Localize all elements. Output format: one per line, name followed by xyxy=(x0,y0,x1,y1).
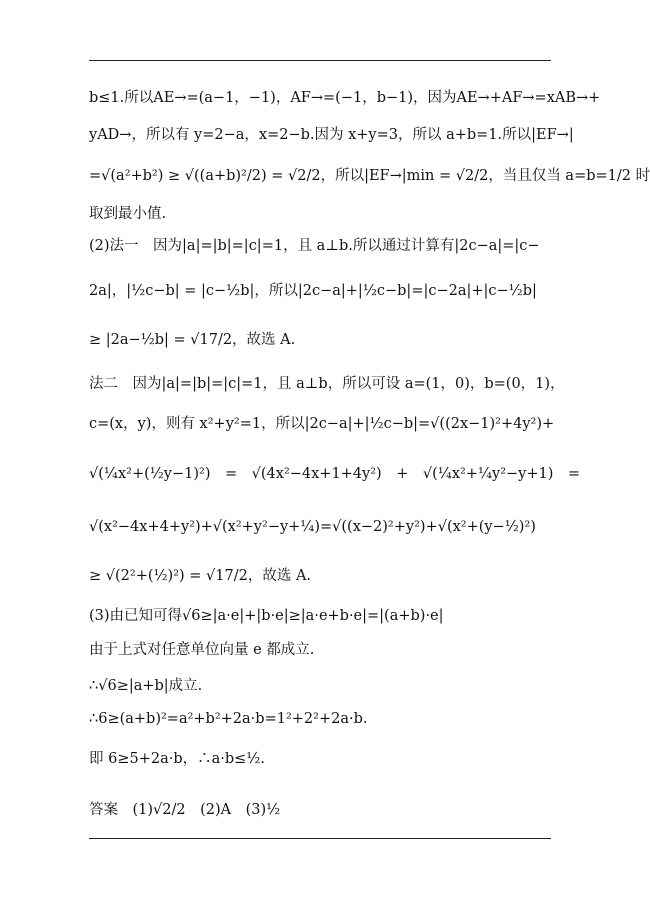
text-line: c=(x，y)，则有 x²+y²=1，所以|2c−a|+|½c−b|=√((2x−1)²+4y²)+ xyxy=(89,416,555,432)
text-line: 取到最小值. xyxy=(89,206,167,222)
text-line: √(¼x²+(½y−1)²) = √(4x²−4x+1+4y²) + √(¼x²+¼y²−y+1) = xyxy=(89,466,581,482)
text-line: 由于上式对任意单位向量 e 都成立. xyxy=(89,642,315,658)
text-line: 法二 因为|a|=|b|=|c|=1，且 a⊥b，所以可设 a=(1，0)，b=(0，1)， xyxy=(89,376,565,392)
text-line: √(x²−4x+4+y²)+√(x²+y²−y+¼)=√((x−2)²+y²)+√(x²+(y−½)²) xyxy=(89,519,536,535)
text-line: b≤1.所以AE→=(a−1，−1)，AF→=(−1，b−1)，因为AE→+AF→=xAB→+ xyxy=(89,90,601,106)
text-line: =√(a²+b²) ≥ √((a+b)²/2) = √2/2，所以|EF→|min = √2/2，当且仅当 a=b=1/2 时 xyxy=(89,168,650,184)
text-line: 2a|，|½c−b| = |c−½b|，所以|2c−a|+|½c−b|=|c−2a|+|c−½b| xyxy=(89,283,537,299)
text-line: (2)法一 因为|a|=|b|=|c|=1，且 a⊥b.所以通过计算有|2c−a|=|c− xyxy=(89,238,540,254)
text-line: yAD→，所以有 y=2−a，x=2−b.因为 x+y=3，所以 a+b=1.所以|EF→| xyxy=(89,127,574,143)
text-line: ≥ |2a−½b| = √17/2，故选 A. xyxy=(89,332,296,348)
text-line: 即 6≥5+2a·b，∴a·b≤½. xyxy=(89,751,265,767)
text-line: ≥ √(2²+(½)²) = √17/2，故选 A. xyxy=(89,568,312,584)
answer-line: 答案 (1)√2/2 (2)A (3)½ xyxy=(89,802,281,818)
text-line: ∴6≥(a+b)²=a²+b²+2a·b=1²+2²+2a·b. xyxy=(89,711,368,727)
text-line: ∴√6≥|a+b|成立. xyxy=(89,678,203,694)
text-line: (3)由已知可得√6≥|a·e|+|b·e|≥|a·e+b·e|=|(a+b)·e| xyxy=(89,608,444,624)
footer-rule xyxy=(89,838,551,839)
header-rule xyxy=(89,60,551,61)
